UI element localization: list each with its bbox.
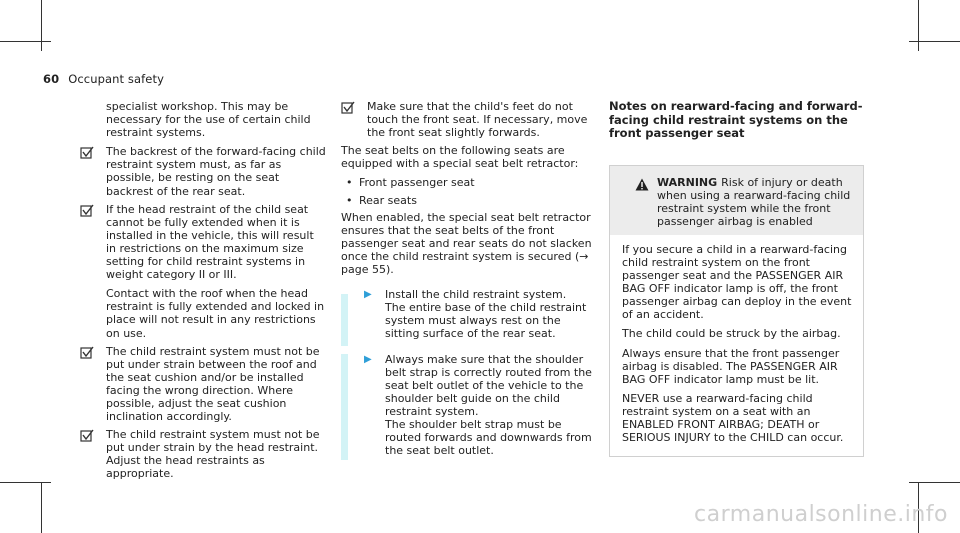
retractor-paragraph: When enabled, the special seat belt retractor ensures that the seat belts of the front passenger seat and rear seats do not slacken once the child restraint system is secured (→ page 55). xyxy=(341,210,592,277)
checklist-item xyxy=(80,428,326,480)
checklist-item xyxy=(341,100,595,139)
column-right xyxy=(609,100,864,457)
continuation-text: specialist workshop. This may be necessary for the use of certain child restraint systems. xyxy=(106,100,311,140)
action-text: Install the child restraint system. xyxy=(385,288,567,302)
checklist-text: Make sure that the child's feet do not touch the front seat. If necessary, move the front seat slightly forwards. xyxy=(367,100,588,140)
warning-paragraph: Always ensure that the front passenger airbag is disabled. The PASSENGER AIR BAG OFF indicator lamp must be lit. xyxy=(622,346,840,386)
action-arrow-icon: ▶ xyxy=(364,289,372,301)
warning-icon xyxy=(635,178,649,191)
warning-label: WARNING xyxy=(657,175,718,189)
checklist-text: If the head restraint of the child seat cannot be fully extended when it is installed in the vehicle, this will result in restrictions on the maximum size setting for child restraint systems in weight category II or III. xyxy=(106,202,314,282)
column-left xyxy=(80,100,326,486)
page-number: 60 xyxy=(43,72,60,86)
crop-mark xyxy=(41,0,42,51)
action-step xyxy=(341,353,595,458)
warning-body xyxy=(610,235,863,456)
bullet-icon: • xyxy=(346,176,353,190)
checklist-text: The child restraint system must not be put under strain by the head restraint. Adjust the head restraints as appropriate. xyxy=(106,428,320,481)
checklist-text: The backrest of the forward-facing child restraint system must, as far as possible, be resting on the seat backrest of the rear seat. xyxy=(106,145,326,198)
bullet-icon: • xyxy=(346,193,353,207)
bullet-text: Rear seats xyxy=(359,193,417,207)
bullet-item xyxy=(341,176,595,189)
crop-mark xyxy=(918,0,919,51)
intro-text: The seat belts on the following seats are equipped with a special seat belt retractor: xyxy=(341,144,579,171)
warning-paragraph: NEVER use a rearward-facing child restraint system on a seat with an ENABLED FRONT AIRBAG; DEATH or SERIOUS INJURY to the CHILD can occur. xyxy=(622,391,844,445)
checklist-item xyxy=(80,345,326,424)
section-heading: Notes on rearward-facing and forward-facing child restraint systems on the front passenger seat xyxy=(609,99,863,140)
action-result: The entire base of the child restraint system must always rest on the sitting surface of the rear seat. xyxy=(385,301,587,341)
section-title: Occupant safety xyxy=(68,72,164,86)
warning-paragraph: The child could be struck by the airbag. xyxy=(622,327,841,341)
action-arrow-icon: ▶ xyxy=(364,353,372,365)
page-header xyxy=(43,72,164,86)
action-step xyxy=(341,288,595,340)
column-middle xyxy=(341,100,595,469)
watermark: carmanualsonline.info xyxy=(694,502,948,527)
crop-mark xyxy=(909,482,960,483)
checklist-note: Contact with the roof when the head restraint is fully extended and locked in place will not result in any restrictions on use. xyxy=(106,287,325,340)
checkbox-icon xyxy=(341,101,355,115)
checkbox-icon xyxy=(80,204,94,218)
warning-header xyxy=(610,166,863,235)
action-result: The shoulder belt strap must be routed forwards and downwards from the seat belt outlet. xyxy=(385,417,592,458)
checkbox-icon xyxy=(80,429,94,443)
crop-mark xyxy=(0,482,51,483)
warning-box xyxy=(609,165,864,458)
warning-paragraph: If you secure a child in a rearward-facing child restraint system on the front passenger seat and the PASSENGER AIR BAG OFF indicator lamp is off, the front passenger airbag can deploy in the event of an accident. xyxy=(622,242,852,322)
warning-headline: Risk of injury or death when using a rearward-facing child restraint system while the front passenger airbag is enabled xyxy=(657,175,851,228)
crop-mark xyxy=(0,41,51,42)
action-text: Always make sure that the shoulder belt strap is correctly routed from the seat belt outlet of the vehicle to the shoulder belt guide on the child restraint system. xyxy=(385,352,592,418)
checklist-item xyxy=(80,145,326,197)
crop-mark xyxy=(909,41,960,42)
checkbox-icon xyxy=(80,346,94,360)
checklist-text: The child restraint system must not be put under strain between the roof and the seat cushion and/or be installed facing the wrong direction. Where possible, adjust the seat cushion inclination accordingly. xyxy=(106,344,320,424)
checkbox-icon xyxy=(80,146,94,160)
crop-mark xyxy=(41,482,42,533)
bullet-text: Front passenger seat xyxy=(359,176,475,190)
checklist-item xyxy=(80,203,326,340)
bullet-item xyxy=(341,194,595,207)
